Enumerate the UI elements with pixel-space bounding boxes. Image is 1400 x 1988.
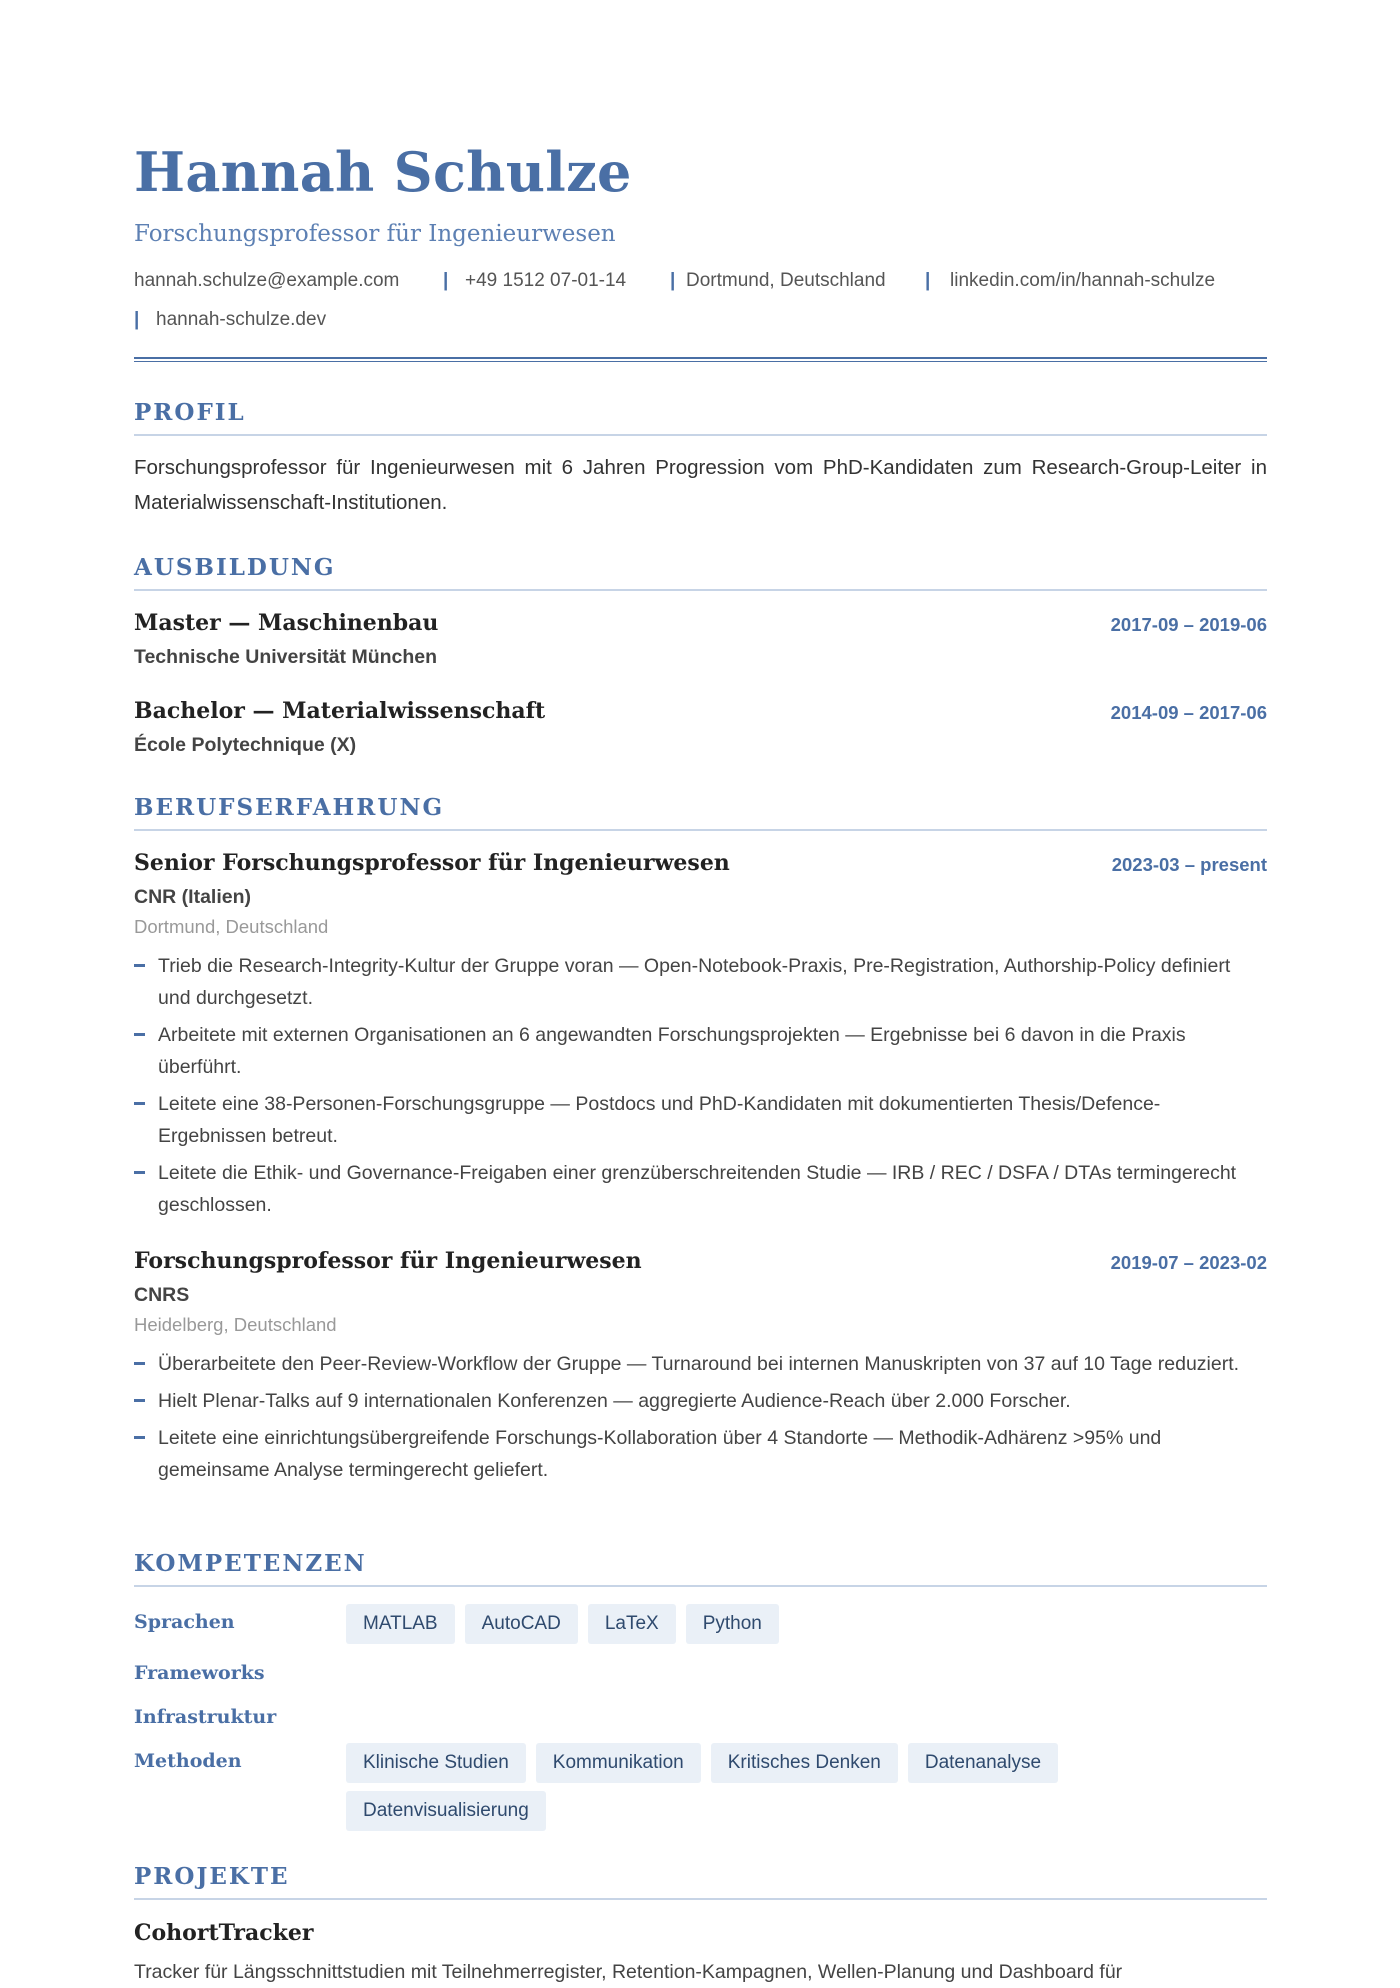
section-divider (134, 434, 1267, 436)
contact-location: Dortmund, Deutschland (686, 270, 886, 291)
skill-tags (346, 1743, 1106, 1831)
education-degree: Bachelor — Materialwissenschaft (134, 698, 546, 724)
contact-email[interactable]: hannah.schulze@example.com (134, 270, 400, 291)
skill-group-label: Infrastruktur (134, 1706, 277, 1728)
list-item: Leitete die Ethik- und Governance-Freigaben einer grenzüberschreitenden Studie — IRB / REC / DSFA / DTAs termingerecht geschlossen. (134, 1157, 1267, 1221)
skill-tag: Klinische Studien (346, 1743, 526, 1783)
list-item: Leitete eine 38-Personen-Forschungsgruppe — Postdocs und PhD-Kandidaten mit dokumentierten Thesis/Defence-Ergebnissen betreut. (134, 1088, 1267, 1152)
job-role: Senior Forschungsprofessor für Ingenieurwesen (134, 850, 730, 876)
skill-tag: LaTeX (588, 1604, 676, 1644)
education-school: Technische Universität München (134, 646, 438, 668)
job-organization: CNR (Italien) (134, 886, 251, 908)
section-title-education: AUSBILDUNG (134, 554, 336, 581)
contact-separator: | (925, 270, 931, 291)
skill-tag: AutoCAD (465, 1604, 578, 1644)
skill-tag: Python (686, 1604, 779, 1644)
section-divider (134, 829, 1267, 831)
contact-separator: | (443, 270, 449, 291)
education-dates: 2017-09 – 2019-06 (1110, 614, 1267, 635)
section-title-skills: KOMPETENZEN (134, 1550, 367, 1577)
skill-tag: Kommunikation (536, 1743, 701, 1783)
contact-website[interactable]: hannah-schulze.dev (156, 309, 327, 330)
skill-tags (346, 1604, 1106, 1644)
education-degree: Master — Maschinenbau (134, 610, 439, 636)
job-bullets (134, 950, 1267, 1226)
job-role: Forschungsprofessor für Ingenieurwesen (134, 1248, 642, 1274)
section-title-profile: PROFIL (134, 399, 246, 426)
section-title-experience: BERUFSERFAHRUNG (134, 794, 445, 821)
job-organization: CNRS (134, 1284, 190, 1306)
list-item: Überarbeitete den Peer-Review-Workflow der Gruppe — Turnaround bei internen Manuskripten von 37 auf 10 Tage reduziert. (134, 1348, 1267, 1380)
education-dates: 2014-09 – 2017-06 (1110, 702, 1267, 723)
candidate-name: Hannah Schulze (134, 140, 632, 204)
job-location: Dortmund, Deutschland (134, 916, 329, 937)
contact-separator: | (134, 309, 140, 330)
list-item: Trieb die Research-Integrity-Kultur der Gruppe voran — Open-Notebook-Praxis, Pre-Registration, Authorship-Policy definiert und durchgesetzt. (134, 950, 1267, 1014)
skill-group-label: Sprachen (134, 1611, 235, 1633)
education-school: École Polytechnique (X) (134, 734, 357, 756)
project-description: Tracker für Längsschnittstudien mit Teilnehmerregister, Retention-Kampagnen, Wellen-Planung und Dashboard für (134, 1961, 1123, 1983)
skill-tag: Kritisches Denken (711, 1743, 898, 1783)
list-item: Hielt Plenar-Talks auf 9 internationalen Konferenzen — aggregierte Audience-Reach über 2.000 Forscher. (134, 1385, 1267, 1417)
job-bullets (134, 1348, 1267, 1491)
header-divider (134, 361, 1267, 362)
profile-text: Forschungsprofessor für Ingenieurwesen mit 6 Jahren Progression vom PhD-Kandidaten zum Research-Group-Leiter in Materialwissenschaft-Institutionen. (134, 456, 1267, 514)
project-name: CohortTracker (134, 1920, 314, 1946)
header-divider (134, 357, 1267, 359)
contact-phone[interactable]: +49 1512 07-01-14 (465, 270, 627, 291)
job-dates: 2019-07 – 2023-02 (1110, 1252, 1267, 1273)
candidate-headline: Forschungsprofessor für Ingenieurwesen (134, 221, 616, 247)
section-divider (134, 589, 1267, 591)
job-dates: 2023-03 – present (1111, 854, 1267, 875)
skill-tag: Datenvisualisierung (346, 1791, 546, 1831)
skill-group-label: Methoden (134, 1750, 242, 1772)
skill-tag: Datenanalyse (908, 1743, 1058, 1783)
section-divider (134, 1585, 1267, 1587)
section-divider (134, 1898, 1267, 1900)
contact-linkedin[interactable]: linkedin.com/in/hannah-schulze (950, 270, 1216, 291)
skill-tag: MATLAB (346, 1604, 455, 1644)
list-item: Arbeitete mit externen Organisationen an 6 angewandten Forschungsprojekten — Ergebnisse bei 6 davon in die Praxis überführt. (134, 1019, 1267, 1083)
list-item: Leitete eine einrichtungsübergreifende Forschungs-Kollaboration über 4 Standorte — Methodik-Adhärenz >95% und gemeinsame Analyse termingerecht geliefert. (134, 1422, 1267, 1486)
contact-separator: | (670, 270, 676, 291)
job-location: Heidelberg, Deutschland (134, 1314, 337, 1335)
section-title-projects: PROJEKTE (134, 1863, 290, 1890)
skill-group-label: Frameworks (134, 1662, 265, 1684)
